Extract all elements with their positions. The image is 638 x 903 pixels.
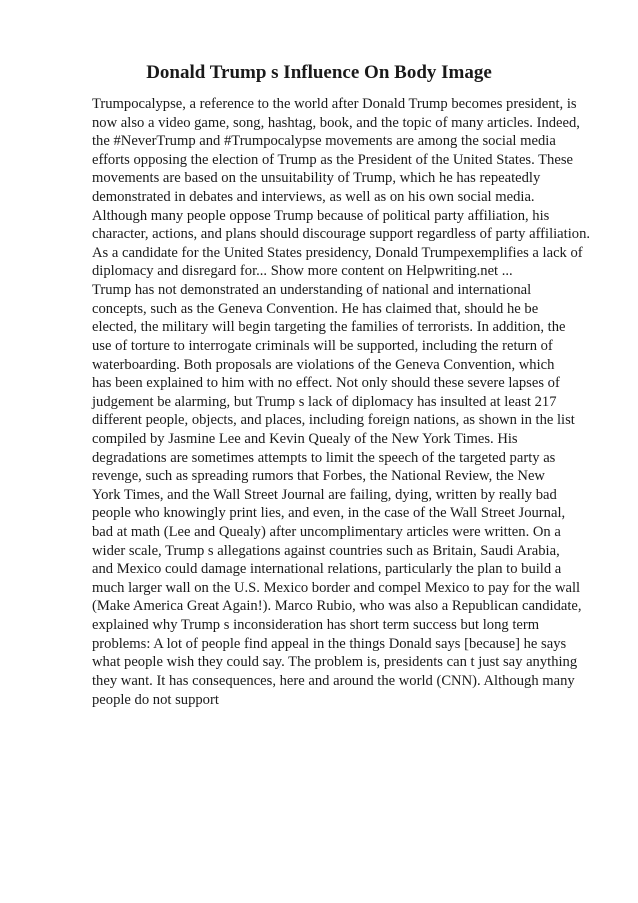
body-line: elected, the military will begin targeting the families of terrorists. In addition, the [92,319,566,336]
body-line: different people, objects, and places, including foreign nations, as shown in the list [92,412,575,429]
body-line: York Times, and the Wall Street Journal are failing, dying, written by really bad [92,486,557,503]
body-line: the #NeverTrump and #Trumpocalypse movements are among the social media [92,133,556,150]
body-line: movements are based on the unsuitability of Trump, which he has repeatedly [92,170,541,187]
body-line: degradations are sometimes attempts to limit the speech of the targeted party as [92,449,556,466]
body-line: has been explained to him with no effect. Not only should these severe lapses of [92,375,560,392]
body-line: compiled by Jasmine Lee and Kevin Quealy of the New York Times. His [92,430,518,447]
body-line: waterboarding. Both proposals are violations of the Geneva Convention, which [92,356,555,373]
body-line: concepts, such as the Geneva Convention. He has claimed that, should he be [92,300,539,317]
body-line: As a candidate for the United States presidency, Donald Trumpexemplifies a lack of [92,244,583,261]
body-line: judgement be alarming, but Trump s lack of diplomacy has insulted at least 217 [92,393,557,410]
body-line: (Make America Great Again!). Marco Rubio, who was also a Republican candidate, [92,598,582,615]
body-line: revenge, such as spreading rumors that Forbes, the National Review, the New [92,468,545,485]
body-line: and Mexico could damage international relations, particularly the plan to build a [92,561,562,578]
body-line: they want. It has consequences, here and around the world (CNN). Although many [92,672,575,689]
body-line: problems: A lot of people find appeal in the things Donald says [because] he says [92,635,567,652]
body-line: demonstrated in debates and interviews, as well as on his own social media. [92,189,535,206]
body-line: people who knowingly print lies, and even, in the case of the Wall Street Journal, [92,505,566,522]
body-line: efforts opposing the election of Trump as the President of the United States. These [92,151,573,168]
body-line: diplomacy and disregard for... Show more content on Helpwriting.net ... [92,263,513,280]
body-line: much larger wall on the U.S. Mexico border and compel Mexico to pay for the wall [92,579,581,596]
document-title: Donald Trump s Influence On Body Image [146,62,492,83]
body-line: wider scale, Trump s allegations against countries such as Britain, Saudi Arabia, [92,542,560,559]
body-line: use of torture to interrogate criminals will be supported, including the return of [92,337,553,354]
body-line: Trumpocalypse, a reference to the world after Donald Trump becomes president, is [92,96,577,112]
body-line: Trump has not demonstrated an understanding of national and international [92,282,532,299]
body-line: bad at math (Lee and Quealy) after uncomplimentary articles were written. On a [92,524,561,541]
body-line: what people wish they could say. The problem is, presidents can t just say anything [92,654,578,671]
body-line: people do not support [92,691,219,708]
body-line: character, actions, and plans should discourage support regardless of party affiliation. [92,226,591,243]
document-body [92,95,612,709]
body-line: explained why Trump s inconsideration has short term success but long term [92,617,540,634]
body-line: Although many people oppose Trump because of political party affiliation, his [92,207,550,224]
body-line: now also a video game, song, hashtag, book, and the topic of many articles. Indeed, [92,114,580,131]
